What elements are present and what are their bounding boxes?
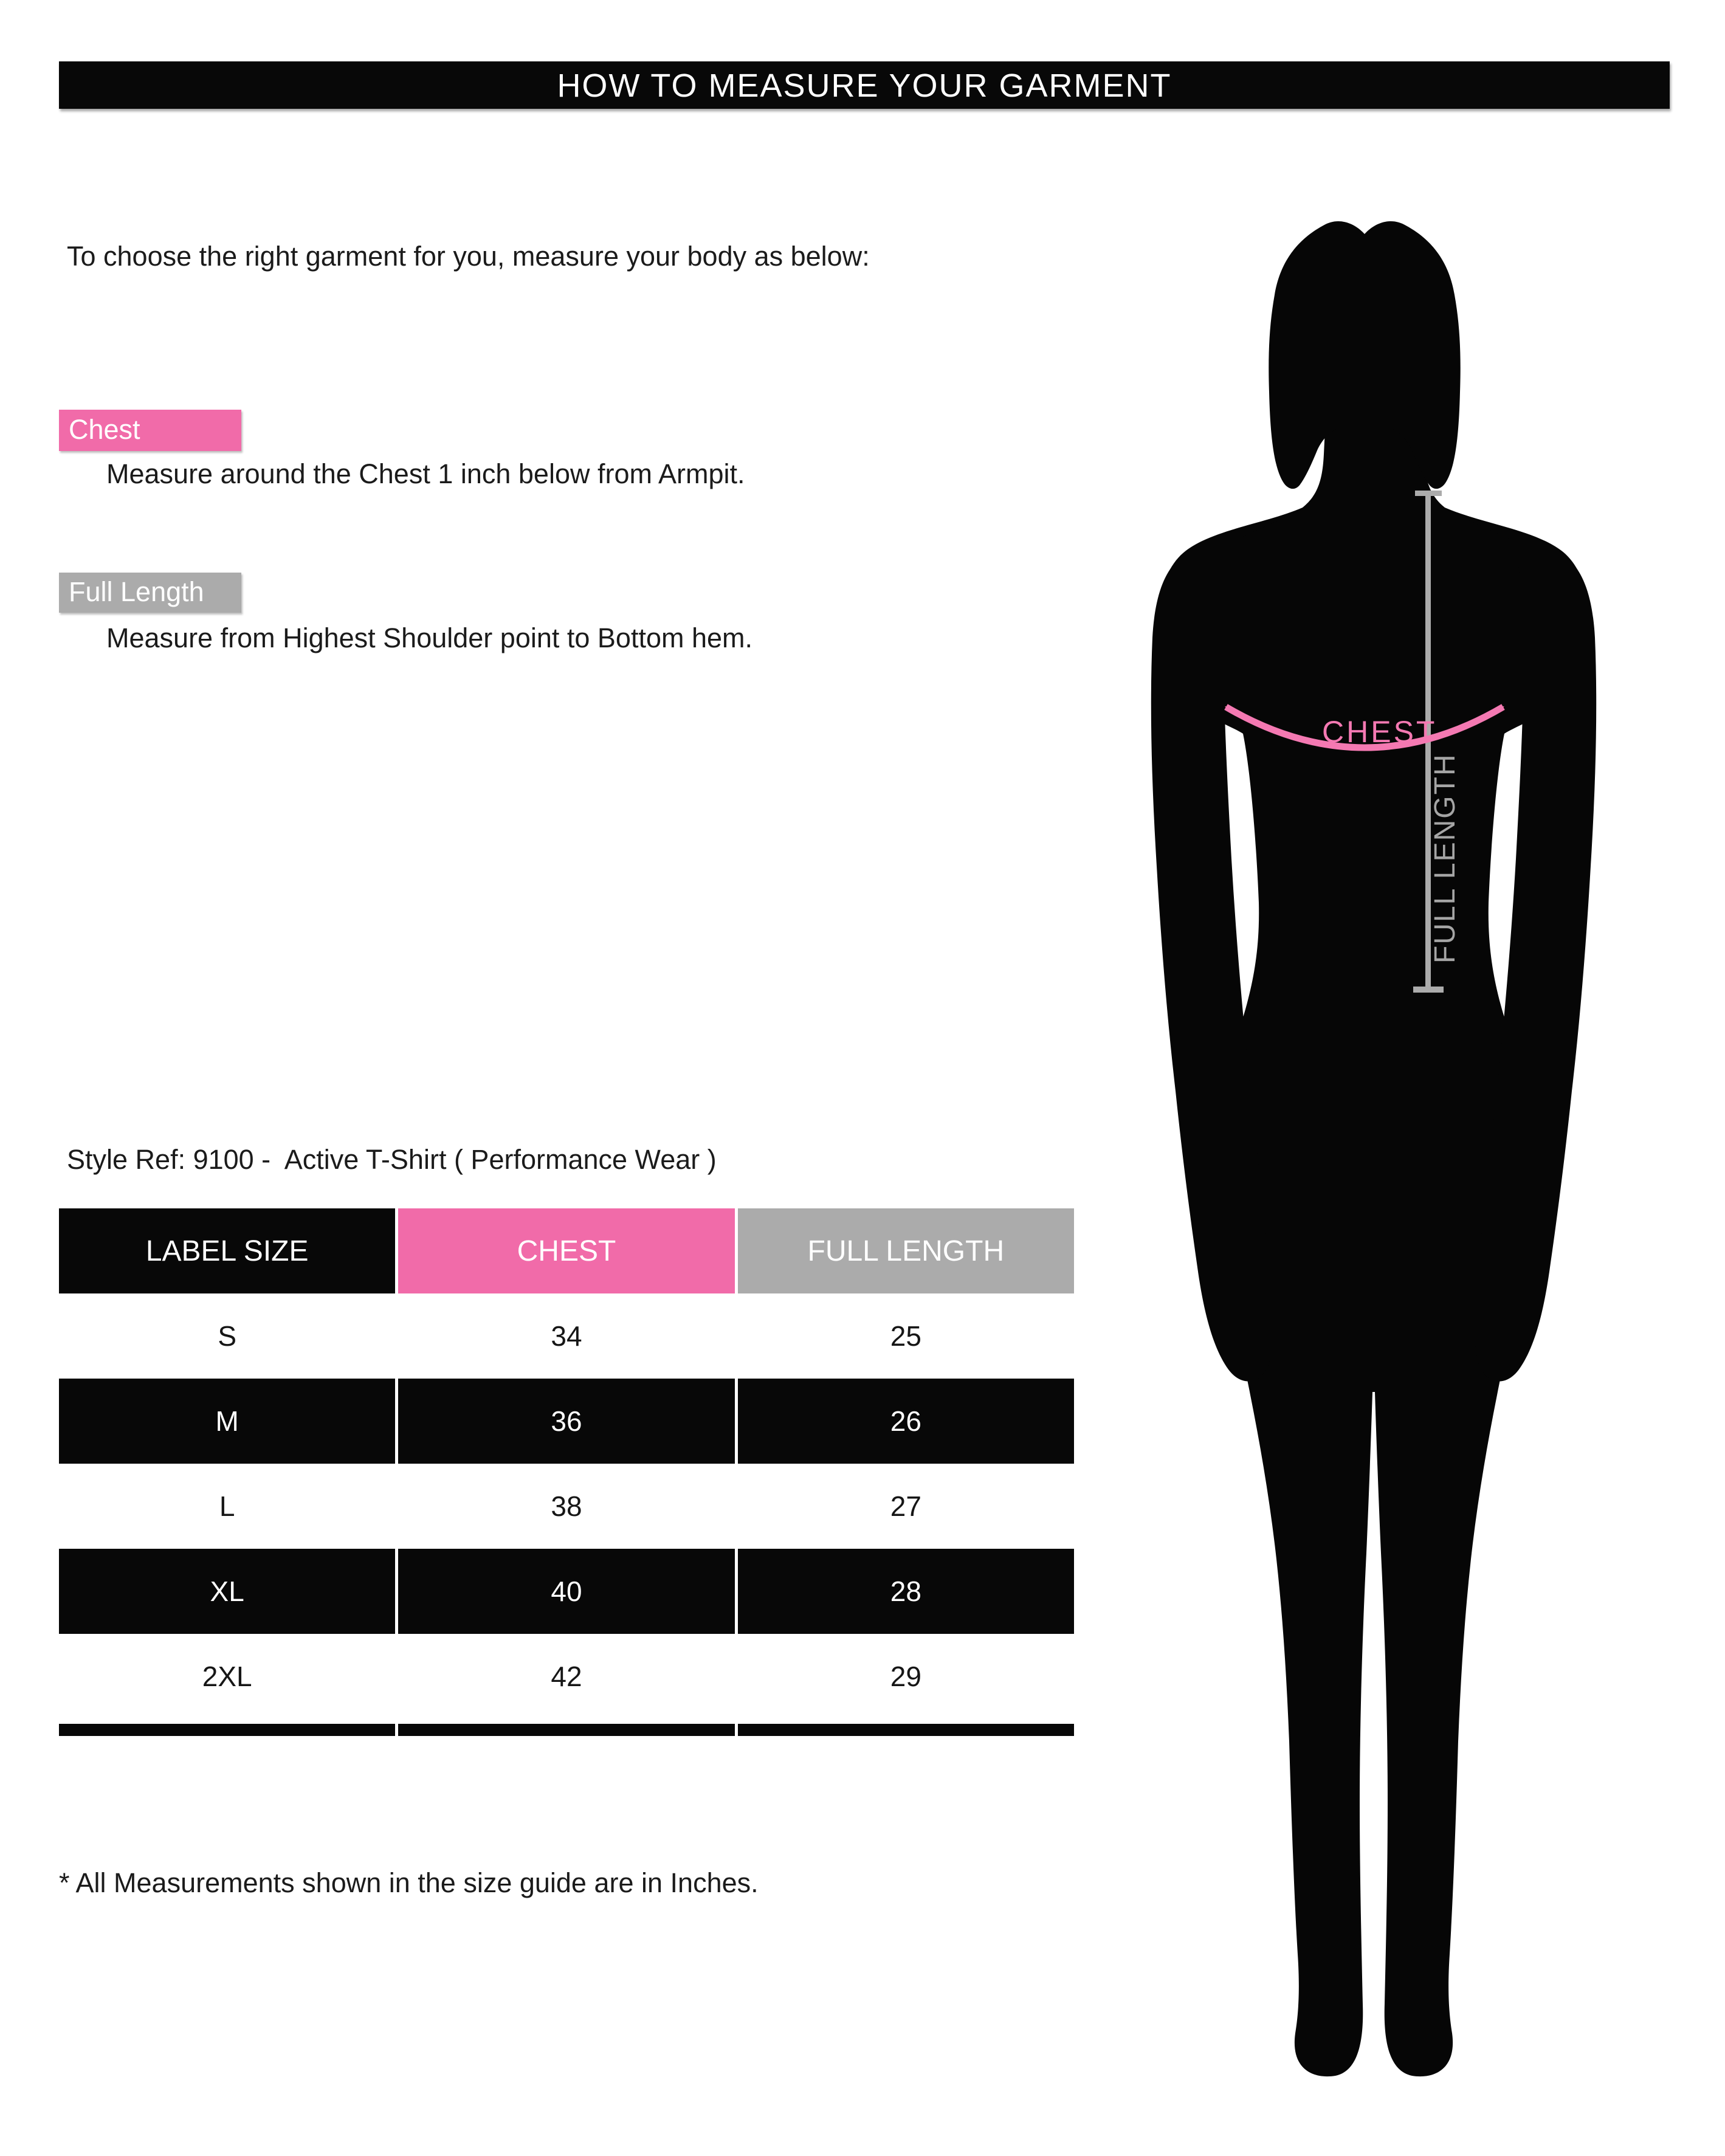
full-length-measure-badge: Full Length (59, 573, 241, 613)
size-table-cell-XL-chest: 40 (398, 1549, 734, 1634)
size-table-cell-S-label_size: S (59, 1293, 395, 1379)
size-table-cell-L-full_length: 27 (738, 1464, 1074, 1549)
size-table-cell-S-full_length: 25 (738, 1293, 1074, 1379)
page-title (59, 61, 1670, 109)
full-length-measure-description: Measure from Highest Shoulder point to Bottom hem. (106, 622, 753, 653)
chest-measure-badge: Chest (59, 410, 241, 451)
size-table-cell-M-label_size: M (59, 1379, 395, 1464)
column-header-label_size: LABEL SIZE (59, 1208, 395, 1293)
figure-full-length-label: FULL LENGTH (1429, 753, 1461, 963)
size-table-cell-2XL-chest: 42 (398, 1634, 734, 1719)
footnote-text: * All Measurements shown in the size guide are in Inches. (59, 1867, 759, 1898)
chest-measure-description: Measure around the Chest 1 inch below from Armpit. (106, 458, 745, 489)
size-table-cell-2XL-label_size: 2XL (59, 1634, 395, 1719)
size-table-cell-M-chest: 36 (398, 1379, 734, 1464)
page-title-text: HOW TO MEASURE YOUR GARMENT (557, 67, 1172, 104)
column-header-chest: CHEST (398, 1208, 734, 1293)
column-header-full_length: FULL LENGTH (738, 1208, 1074, 1293)
female-silhouette-diagram (1061, 210, 1725, 2112)
size-table-cell-2XL-full_length: 29 (738, 1634, 1074, 1719)
size-table-cell-XL-label_size: XL (59, 1549, 395, 1634)
size-table-cell-L-label_size: L (59, 1464, 395, 1549)
measurement-figure (1061, 210, 1725, 2112)
size-table-cell-M-full_length: 26 (738, 1379, 1074, 1464)
size-table (59, 1208, 1074, 1736)
figure-chest-label: CHEST (1322, 715, 1438, 749)
size-table-cell-L-chest: 38 (398, 1464, 734, 1549)
style-ref-text: Style Ref: 9100 - Active T-Shirt ( Performance Wear ) (67, 1144, 717, 1175)
table-bottom-bar (398, 1724, 734, 1736)
intro-text: To choose the right garment for you, measure your body as below: (67, 241, 870, 272)
table-bottom-bar (59, 1724, 395, 1736)
size-table-cell-XL-full_length: 28 (738, 1549, 1074, 1634)
size-table-cell-S-chest: 34 (398, 1293, 734, 1379)
table-bottom-bar (738, 1724, 1074, 1736)
